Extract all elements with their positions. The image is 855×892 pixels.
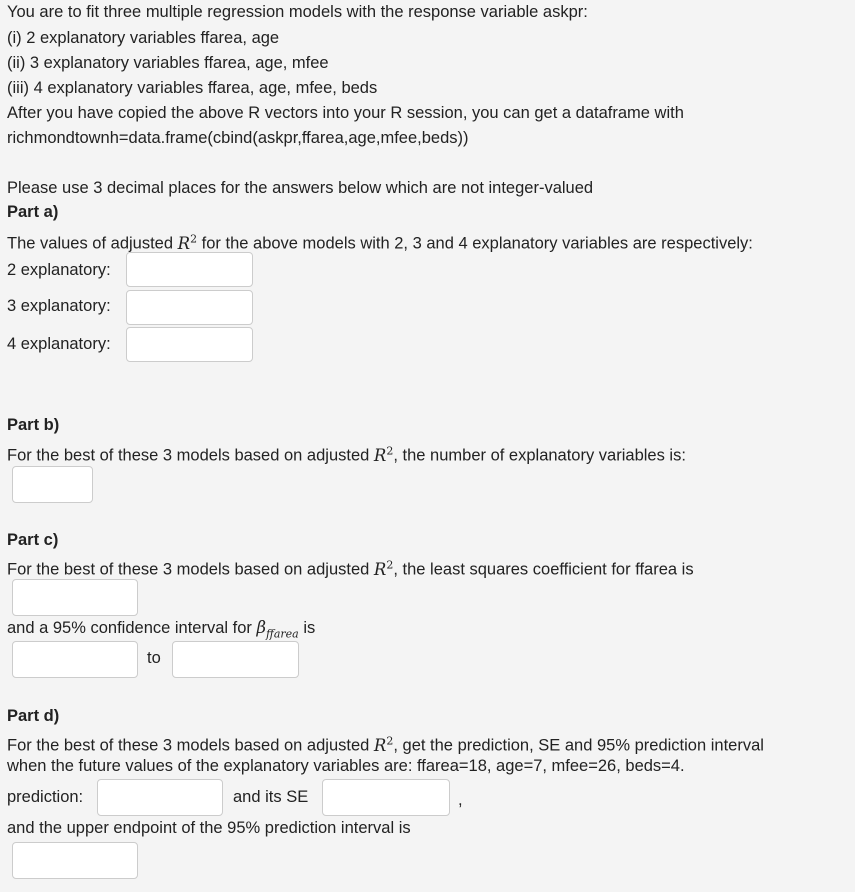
part-b-heading: Part b) [7, 416, 60, 434]
to-label: to [147, 649, 161, 667]
ci-text: and a 95% confidence interval for $\beta_{ffarea}$ is [7, 618, 316, 641]
text: The values of adjusted [7, 234, 174, 253]
math-r: $R^2$ [373, 734, 394, 755]
intro-line: (i) 2 explanatory variables ffarea, age [7, 29, 280, 47]
intro-line: (iii) 4 explanatory variables ffarea, age, mfee, beds [7, 79, 378, 97]
label-4-explanatory: 4 explanatory: [7, 335, 111, 353]
intro-line: (ii) 3 explanatory variables ffarea, age, mfee [7, 54, 329, 72]
math-beta: $\beta_{ffarea}$ [256, 618, 299, 641]
se-label: and its SE [233, 788, 309, 806]
math-r: $R^2$ [373, 444, 394, 465]
part-d-heading: Part d) [7, 707, 60, 725]
comma: , [458, 791, 463, 809]
se-input[interactable] [322, 779, 450, 816]
part-d-text: For the best of these 3 models based on adjusted $R^2$, get the prediction, SE and 95% prediction interval [7, 734, 764, 755]
math-r: $R^2$ [373, 558, 394, 579]
ci-upper-input[interactable] [172, 641, 299, 678]
intro-line: You are to fit three multiple regression models with the response variable askpr: [7, 3, 588, 21]
prediction-input[interactable] [97, 779, 223, 816]
intro-line: richmondtownh=data.frame(cbind(askpr,ffarea,age,mfee,beds)) [7, 129, 469, 147]
upper-endpoint-text: and the upper endpoint of the 95% prediction interval is [7, 819, 411, 837]
prediction-label: prediction: [7, 788, 84, 806]
label-2-explanatory: 2 explanatory: [7, 261, 111, 279]
text: for the above models with 2, 3 and 4 explanatory variables are respectively: [201, 234, 753, 253]
label-3-explanatory: 3 explanatory: [7, 297, 111, 315]
ffarea-coefficient-input[interactable] [12, 579, 138, 616]
adj-r2-3-input[interactable] [126, 290, 253, 325]
ci-lower-input[interactable] [12, 641, 138, 678]
adj-r2-4-input[interactable] [126, 327, 253, 362]
adj-r2-2-input[interactable] [126, 252, 253, 287]
intro-line: After you have copied the above R vectors into your R session, you can get a dataframe with [7, 104, 684, 122]
part-a-text [7, 229, 753, 254]
part-c-heading: Part c) [7, 531, 59, 549]
upper-endpoint-input[interactable] [12, 842, 138, 879]
part-b-text: For the best of these 3 models based on adjusted $R^2$, the number of explanatory variables is: [7, 444, 686, 465]
part-a-heading: Part a) [7, 203, 59, 221]
instructions: Please use 3 decimal places for the answers below which are not integer-valued [7, 179, 594, 197]
part-c-text: For the best of these 3 models based on adjusted $R^2$, the least squares coefficient for ffarea is [7, 558, 694, 579]
math-r: $R^2$ [177, 232, 198, 253]
part-d-line2: when the future values of the explanatory variables are: ffarea=18, age=7, mfee=26, beds=4. [7, 757, 685, 775]
num-variables-input[interactable] [12, 466, 93, 503]
